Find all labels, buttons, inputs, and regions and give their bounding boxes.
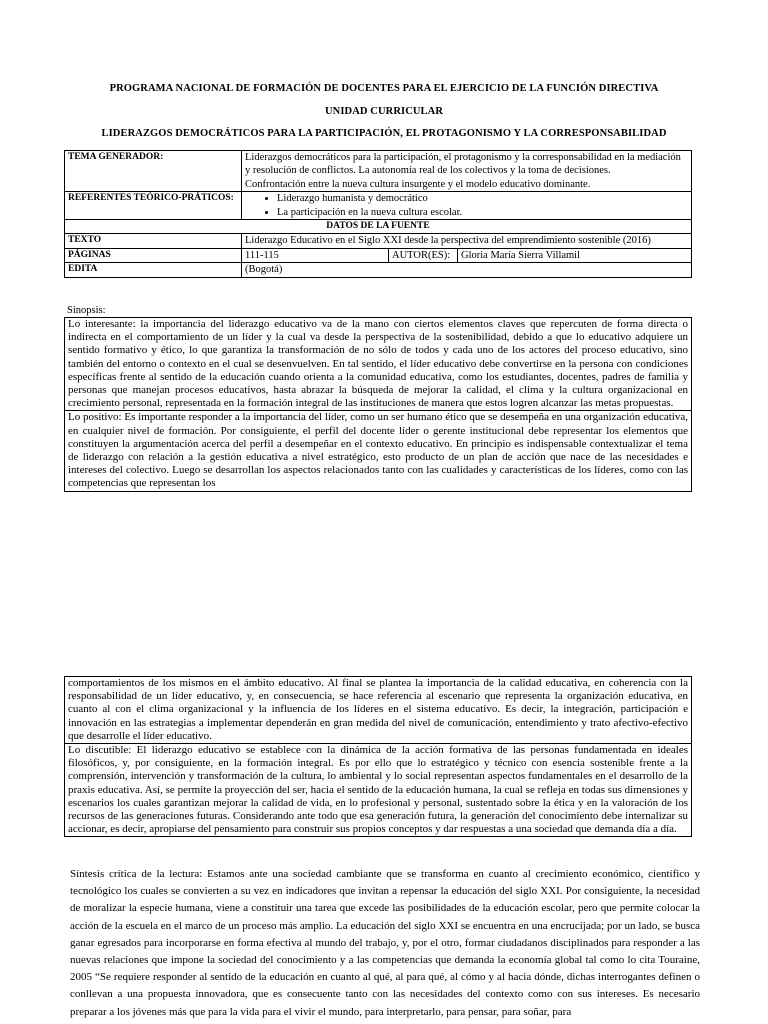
unit-title: UNIDAD CURRICULAR bbox=[324, 106, 444, 117]
edita-value: (Bogotá) bbox=[242, 263, 692, 277]
texto-value: Liderazgo Educativo en el Siglo XXI desde la perspectiva del emprendimiento sostenible (2016) bbox=[242, 234, 692, 248]
texto-label: TEXTO bbox=[65, 234, 242, 248]
referentes-label: REFERENTES TEÓRICO-PRÁTICOS: bbox=[65, 192, 242, 220]
sinopsis-box-page2 bbox=[64, 676, 692, 837]
interesante-paragraph: Lo interesante: la importancia del liderazgo educativo va de la mano con ciertos elementos claves que repercuten de forma directa o indirecta en el comportamiento de un líder y la cual va desde la perspectiva de la sostenibilidad, debido a que lo educativo adquiere un sentido formativo y ético, lo que garantiza la transformación de no sólo de todos y cada uno de los actores del proceso educativo, sino también del entorno o contexto en el cual se desenvuelven. En tal sentido, el líder educativo debe convertirse en la persona con condiciones específicas frente al sentido de la educación cuando orienta a la comunidad educativa, como los estudiantes, docentes, padres de familia y personas que manejan procesos educativos, hasta abrazar la búsqueda de mejorar la calidad, el clima y la cultura organizacional en crecimiento personal, representada en la formación integral de las instituciones de manera que estos logren alcanzar las metas propuestas. bbox=[64, 317, 692, 411]
referentes-value bbox=[242, 192, 692, 220]
paginas-label: PÁGINAS bbox=[65, 248, 242, 262]
paginas-value: 111-115 bbox=[242, 248, 389, 262]
referentes-list bbox=[245, 192, 688, 219]
positivo-paragraph-part1: Lo positivo: Es importante responder a la importancia del líder, como un ser humano ético que se desempeña en una organización educativa, en cualquier nivel de formación. Por consiguiente, el perfil del docente líder o gerente institucional debe representar los elementos que constituyen la argumentación acerca del perfil a desempeñar en el contexto educativo. En principio es indispensable contextualizar el tema de liderazgo con relación a la gestión educativa a nivel estratégico, esto producto de un plan de acción que nace de las necesidades e intereses del colectivo. Luego se desarrollan los aspectos relacionados tanto con las cualidades y características de los líderes, como con las competencias que representan los bbox=[64, 411, 692, 491]
discutible-paragraph: Lo discutible: El liderazgo educativo se establece con la dinámica de la acción formativa de las personas fundamentada en ideales filosóficos, y, por consiguiente, en la formación integral. Es por ello que lo estratégico y técnico con esencia sostenible frente a la comprensión, intervención y transformación de la cultura, lo ambiental y lo social representan aspectos fundamentales en el desarrollo de la praxis educativa. Así, se permite la proyección del ser, hacia el sentido de la educación humana, la cual se refleja en todas sus dimensiones y escenarios los cuales garantizan mejorar la calidad de vida, en lo profesional y personal, sustentado sobre la ética y en la valoración de los recursos de las generaciones futuras. Considerando ante todo que esa generación futura, la generación del conocimiento debe internalizar su accionar, es decir, apropiarse del pensamiento para construir sus propios conceptos y dar respuestas a una sociedad que demanda día a día. bbox=[64, 744, 692, 837]
metadata-table bbox=[64, 150, 692, 278]
tema-value-line2: Confrontación entre la nueva cultura insurgente y el modelo educativo dominante. bbox=[245, 178, 591, 190]
edita-label: EDITA bbox=[65, 263, 242, 277]
sintesis-paragraph: Síntesis crítica de la lectura: Estamos ante una sociedad cambiante que se transforma en cuanto al crecimiento económico, científico y tecnológico los cuales se convierten a su vez en indicadores que invitan a repensar la educación del siglo XXI. Por consiguiente, la necesidad de moralizar la especie humana, viene a constituir una tarea que excede las posibilidades de la educación escolar, pero que permite colocar la acción de la escuela en el marco de un proceso más amplio. La educación del siglo XXI se encuentra en una encrucijada; por un lado, se busca ganar egresados para incorporarse en forma efectiva al mundo del trabajo, y, por el otro, formar ciudadanos disciplinados para responder a las nuevas relaciones que impone la sociedad del conocimiento y a las competencias que demanda la economía global tal como lo cita Touraine, 2005 “Se requiere responder al sentido de la educación en cuanto al qué, al para qué, al cómo y al hacia dónde, dichas interrogantes definen o conllevan a una propuesta innovadora, que es consecuente tanto con las necesidades del contexto como con sus intereses. Es necesario preparar a los jóvenes más que para la vida para el vivir el mundo, para interpretarlo, para pensar, para soñar, para bbox=[70, 868, 700, 1018]
tema-label: TEMA GENERADOR: bbox=[65, 151, 242, 192]
datos-fuente-heading: DATOS DE LA FUENTE bbox=[65, 220, 692, 234]
autor-label: AUTOR(ES): bbox=[389, 248, 458, 262]
autor-value: Gloria María Sierra Villamil bbox=[458, 248, 692, 262]
tema-value-line1: Liderazgos democráticos para la participación, el protagonismo y la corresponsabilidad en la mediación y resolución de conflictos. La autonomía real de los colectivos y la toma de decisiones. bbox=[245, 152, 681, 177]
unit-subtitle: LIDERAZGOS DEMOCRÁTICOS PARA LA PARTICIPACIÓN, EL PROTAGONISMO Y LA CORRESPONSABILIDAD bbox=[101, 128, 667, 139]
positivo-paragraph-part2: comportamientos de los mismos en el ámbito educativo. Al final se plantea la importancia de la calidad educativa, en coherencia con la responsabilidad de un líder educativo, y, en consecuencia, se hace referencia al escenario que representa la organización educativa, en cuanto al con el clima organizacional y la influencia de los líderes en el sistema educativo. Es decir, la integración, participación e innovación en las estrategias a implementar dependerán en gran medida del nivel de comunicación, entendimiento y trato afectivo-efectivo que desarrolle el líder educativo. bbox=[64, 676, 692, 744]
document-title: PROGRAMA NACIONAL DE FORMACIÓN DE DOCENTES PARA EL EJERCICIO DE LA FUNCIÓN DIRECTIVA bbox=[109, 83, 659, 94]
list-item: • Liderazgo humanista y democrático bbox=[277, 192, 688, 205]
sinopsis-box-page1 bbox=[64, 317, 692, 510]
sinopsis-label: Sinopsis: bbox=[67, 305, 106, 316]
tema-value bbox=[242, 151, 692, 192]
list-item: • La participación en la nueva cultura escolar. bbox=[277, 206, 688, 219]
